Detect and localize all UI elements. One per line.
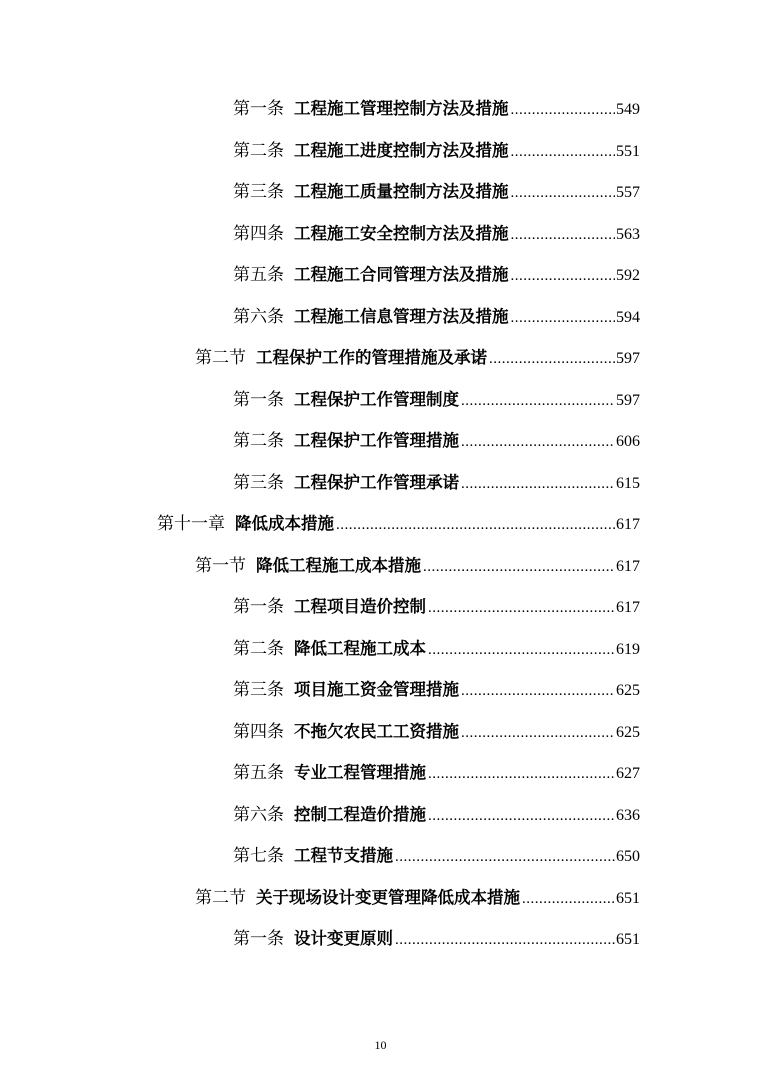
toc-entry-number: 第一条 [233,99,284,119]
toc-entry-number: 第四条 [233,224,284,244]
toc-entry-title: 降低成本措施 [235,514,334,533]
toc-entry-title: 工程保护工作管理措施 [294,431,459,450]
toc-entry-number: 第七条 [233,846,284,866]
toc-entry-number: 第十一章 [157,514,225,534]
toc-entry-number: 第三条 [233,182,284,202]
toc-entry-page: 619 [616,641,640,658]
toc-leader-dots [336,512,615,538]
toc-entry-title: 专业工程管理措施 [294,763,426,782]
toc-entry-number: 第三条 [233,473,284,493]
toc-entry-page: 651 [616,890,640,907]
toc-entry [233,719,640,745]
toc-leader-dots [461,388,615,414]
toc-entry-page: 636 [616,807,640,824]
toc-entry-title: 工程施工安全控制方法及措施 [294,224,509,243]
toc-leader-dots [461,471,615,497]
toc-leader-dots [428,637,615,663]
toc-leader-dots [489,346,615,372]
toc-entry-title: 控制工程造价措施 [294,805,426,824]
toc-entry-page: 606 [616,433,640,450]
toc-leader-dots [511,97,616,123]
toc-entry-page: 597 [616,392,640,409]
toc-entry-page: 617 [616,516,640,533]
toc-entry [195,553,640,579]
toc-entry [233,221,640,247]
toc-entry [195,345,640,371]
toc-entry-number: 第四条 [233,722,284,742]
toc-leader-dots [522,886,615,912]
toc-entry-page: 594 [616,309,640,326]
toc-entry-number: 第一条 [233,597,284,617]
toc-leader-dots [428,761,615,787]
toc-entry [233,96,640,122]
toc-entry-page: 597 [616,350,640,367]
toc-entry [233,304,640,330]
toc-entry-title: 工程施工信息管理方法及措施 [294,307,509,326]
toc-entry-title: 设计变更原则 [294,929,393,948]
toc-leader-dots [511,263,616,289]
toc-entry [233,636,640,662]
toc-entry-number: 第三条 [233,680,284,700]
toc-leader-dots [461,429,615,455]
toc-entry-title: 工程施工质量控制方法及措施 [294,182,509,201]
toc-leader-dots [428,595,615,621]
toc-entry-number: 第二节 [195,888,246,908]
toc-leader-dots [395,844,615,870]
toc-leader-dots [423,554,615,580]
toc-entry [233,926,640,952]
toc-leader-dots [461,720,615,746]
toc-entry-title: 工程施工合同管理方法及措施 [294,265,509,284]
toc-entry [233,677,640,703]
toc-entry-number: 第一条 [233,929,284,949]
toc-entry-title: 降低工程施工成本 [294,639,426,658]
toc-leader-dots [511,305,616,331]
toc-entry-number: 第一条 [233,390,284,410]
toc-entry-title: 不拖欠农民工工资措施 [294,722,459,741]
toc-entry-title: 项目施工资金管理措施 [294,680,459,699]
toc-leader-dots [511,180,616,206]
toc-entry-page: 549 [616,101,640,118]
toc-entry-number: 第六条 [233,307,284,327]
toc-entry-number: 第二条 [233,141,284,161]
toc-entry-page: 615 [616,475,640,492]
toc-entry-page: 650 [616,848,640,865]
toc-leader-dots [511,139,616,165]
toc-entry [157,511,640,537]
toc-leader-dots [395,927,615,953]
toc-entry-page: 651 [616,931,640,948]
toc-entry-title: 工程保护工作管理承诺 [294,473,459,492]
toc-entry-number: 第二条 [233,639,284,659]
toc-entry-number: 第一节 [195,556,246,576]
toc-entry [233,594,640,620]
toc-entry [233,428,640,454]
toc-entry [233,470,640,496]
toc-entry [233,760,640,786]
toc-entry-title: 降低工程施工成本措施 [256,556,421,575]
page-number: 10 [374,1038,387,1052]
toc-entry-page: 617 [616,599,640,616]
toc-entry-title: 工程保护工作的管理措施及承诺 [256,348,487,367]
toc-entry-number: 第二条 [233,431,284,451]
toc-leader-dots [511,222,616,248]
toc-leader-dots [428,803,615,829]
toc-entry-number: 第五条 [233,265,284,285]
toc-entry-number: 第六条 [233,805,284,825]
toc-entry [233,843,640,869]
toc-entry-title: 工程节支措施 [294,846,393,865]
toc-entry-title: 工程项目造价控制 [294,597,426,616]
toc-entry [233,802,640,828]
toc-entry [233,138,640,164]
toc-entry [233,262,640,288]
toc-entry-number: 第二节 [195,348,246,368]
toc-entry-page: 563 [616,226,640,243]
toc-entry-title: 工程施工进度控制方法及措施 [294,141,509,160]
toc-entry-page: 592 [616,267,640,284]
toc-entry-page: 551 [616,143,640,160]
toc-entry-title: 工程施工管理控制方法及措施 [294,99,509,118]
toc-entry-page: 627 [616,765,640,782]
toc-entry [233,179,640,205]
toc-leader-dots [461,678,615,704]
toc-entry-title: 关于现场设计变更管理降低成本措施 [256,888,520,907]
toc-entry [233,387,640,413]
toc-entry [195,885,640,911]
toc-entry-page: 625 [616,682,640,699]
toc-entry-page: 557 [616,184,640,201]
toc-entry-number: 第五条 [233,763,284,783]
toc-entry-title: 工程保护工作管理制度 [294,390,459,409]
toc-entry-page: 617 [616,558,640,575]
toc-entry-page: 625 [616,724,640,741]
